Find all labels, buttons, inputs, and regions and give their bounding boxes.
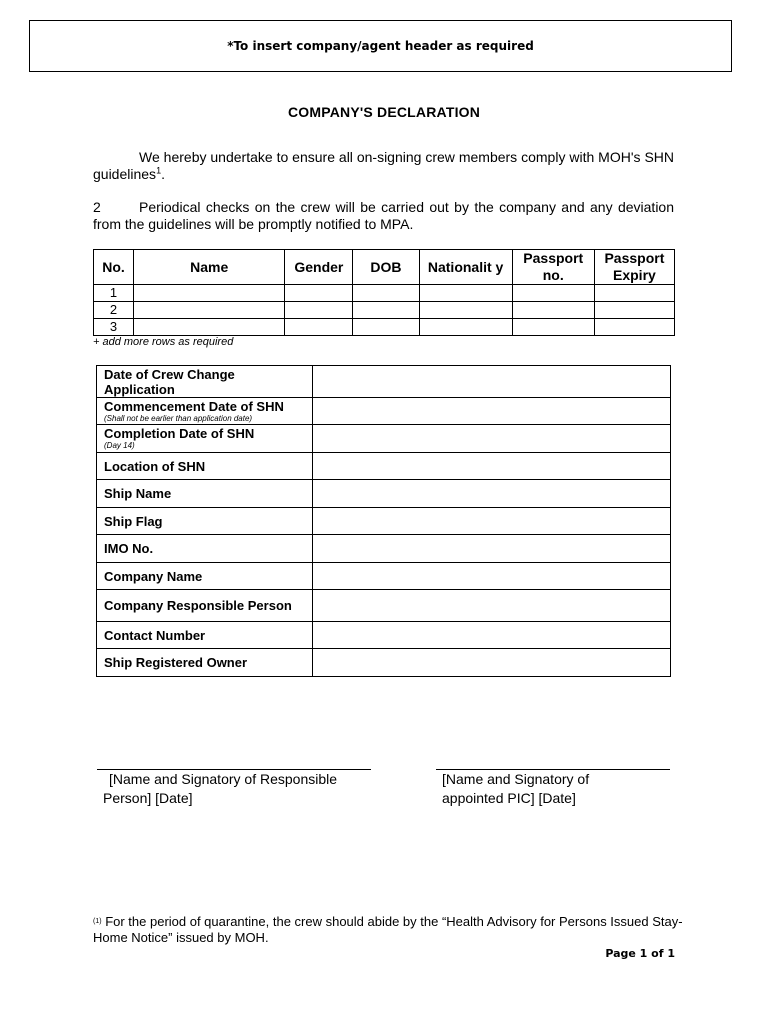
detail-label: Ship Name — [97, 480, 313, 508]
document-title: COMPANY'S DECLARATION — [287, 104, 481, 120]
detail-row — [97, 425, 671, 453]
detail-value-cell[interactable] — [313, 480, 671, 508]
detail-label: IMO No. — [97, 535, 313, 563]
header-no: No. — [94, 250, 134, 285]
detail-value-cell[interactable] — [313, 590, 671, 622]
detail-value-cell[interactable] — [313, 649, 671, 677]
paragraph-2-number: 2 — [93, 199, 101, 215]
table-row — [94, 319, 675, 336]
footnote-reference: 1 — [156, 165, 162, 176]
crew-table — [93, 249, 675, 336]
paragraph-1-text: We hereby undertake to ensure all on-signing crew members comply with MOH's SHN guidelines — [93, 149, 674, 182]
detail-row — [97, 366, 671, 398]
row-number: 1 — [94, 285, 134, 302]
add-rows-note: + add more rows as required — [93, 336, 234, 348]
header-name: Name — [134, 250, 285, 285]
passport-expiry-cell[interactable] — [594, 302, 674, 319]
detail-sublabel: (Shall not be earlier than application date) — [104, 413, 253, 423]
passport-no-cell[interactable] — [512, 302, 594, 319]
detail-row — [97, 590, 671, 622]
header-passport-expiry: Passport Expiry — [594, 250, 674, 285]
row-number: 2 — [94, 302, 134, 319]
table-row — [94, 285, 675, 302]
nationality-cell[interactable] — [419, 285, 512, 302]
detail-label: Location of SHN — [97, 453, 313, 480]
gender-cell[interactable] — [285, 319, 353, 336]
passport-expiry-cell[interactable] — [594, 285, 674, 302]
passport-no-cell[interactable] — [512, 285, 594, 302]
detail-label: Company Responsible Person — [97, 590, 313, 622]
detail-value-cell[interactable] — [313, 563, 671, 590]
nationality-cell[interactable] — [419, 319, 512, 336]
page-number: Page 1 of 1 — [605, 947, 675, 960]
row-number: 3 — [94, 319, 134, 336]
detail-label: Ship Flag — [97, 508, 313, 535]
detail-value-cell[interactable] — [313, 453, 671, 480]
detail-value-cell[interactable] — [313, 535, 671, 563]
signature-caption-responsible-person: [Name and Signatory of Responsible Person] [Date] — [103, 771, 338, 806]
passport-no-cell[interactable] — [512, 319, 594, 336]
paragraph-2-text: Periodical checks on the crew will be carried out by the company and any deviation from the guidelines will be promptly notified to MPA. — [93, 199, 674, 232]
gender-cell[interactable] — [285, 302, 353, 319]
name-cell[interactable] — [134, 302, 285, 319]
dob-cell[interactable] — [353, 302, 419, 319]
header-nationality: Nationalit y — [419, 250, 512, 285]
detail-value-cell[interactable] — [313, 508, 671, 535]
dob-cell[interactable] — [353, 319, 419, 336]
detail-sublabel: (Day 14) — [104, 441, 135, 450]
header-note: *To insert company/agent header as required — [227, 39, 534, 53]
detail-row — [97, 453, 671, 480]
dob-cell[interactable] — [353, 285, 419, 302]
gender-cell[interactable] — [285, 285, 353, 302]
detail-row — [97, 508, 671, 535]
nationality-cell[interactable] — [419, 302, 512, 319]
footnote-marker: (1) — [93, 918, 102, 925]
header-gender: Gender — [285, 250, 353, 285]
passport-expiry-cell[interactable] — [594, 319, 674, 336]
detail-row — [97, 480, 671, 508]
detail-label: Company Name — [97, 563, 313, 590]
detail-row — [97, 563, 671, 590]
footnote — [93, 914, 693, 946]
footnote-text: For the period of quarantine, the crew should abide by the “Health Advisory for Persons Issued Stay-Home Notice” issued by MOH. — [93, 914, 683, 945]
crew-table-header-row — [94, 250, 675, 285]
detail-value-cell[interactable] — [313, 398, 671, 425]
detail-label: Date of Crew Change Application — [97, 366, 313, 398]
detail-label: Contact Number — [97, 622, 313, 649]
detail-row — [97, 649, 671, 677]
detail-label: Ship Registered Owner — [97, 649, 313, 677]
name-cell[interactable] — [134, 285, 285, 302]
table-row — [94, 302, 675, 319]
detail-row — [97, 398, 671, 425]
detail-label: Commencement Date of SHN (Shall not be earlier than application date) — [97, 398, 313, 425]
signature-caption-appointed-pic: [Name and Signatory of appointed PIC] [Date] — [442, 771, 590, 806]
name-cell[interactable] — [134, 319, 285, 336]
header-placeholder-box — [29, 20, 732, 72]
declaration-paragraph-2 — [93, 199, 674, 233]
declaration-paragraph-1: We hereby undertake to ensure all on-signing crew members comply with MOH's SHN guidelines$^1$. — [93, 149, 674, 182]
detail-row — [97, 535, 671, 563]
header-dob: DOB — [353, 250, 419, 285]
detail-value-cell[interactable] — [313, 622, 671, 649]
detail-label: Completion Date of SHN (Day 14) — [97, 425, 313, 453]
detail-row — [97, 622, 671, 649]
header-passport-no: Passport no. — [512, 250, 594, 285]
detail-value-cell[interactable] — [313, 366, 671, 398]
detail-value-cell[interactable] — [313, 425, 671, 453]
application-details-table — [96, 365, 671, 677]
